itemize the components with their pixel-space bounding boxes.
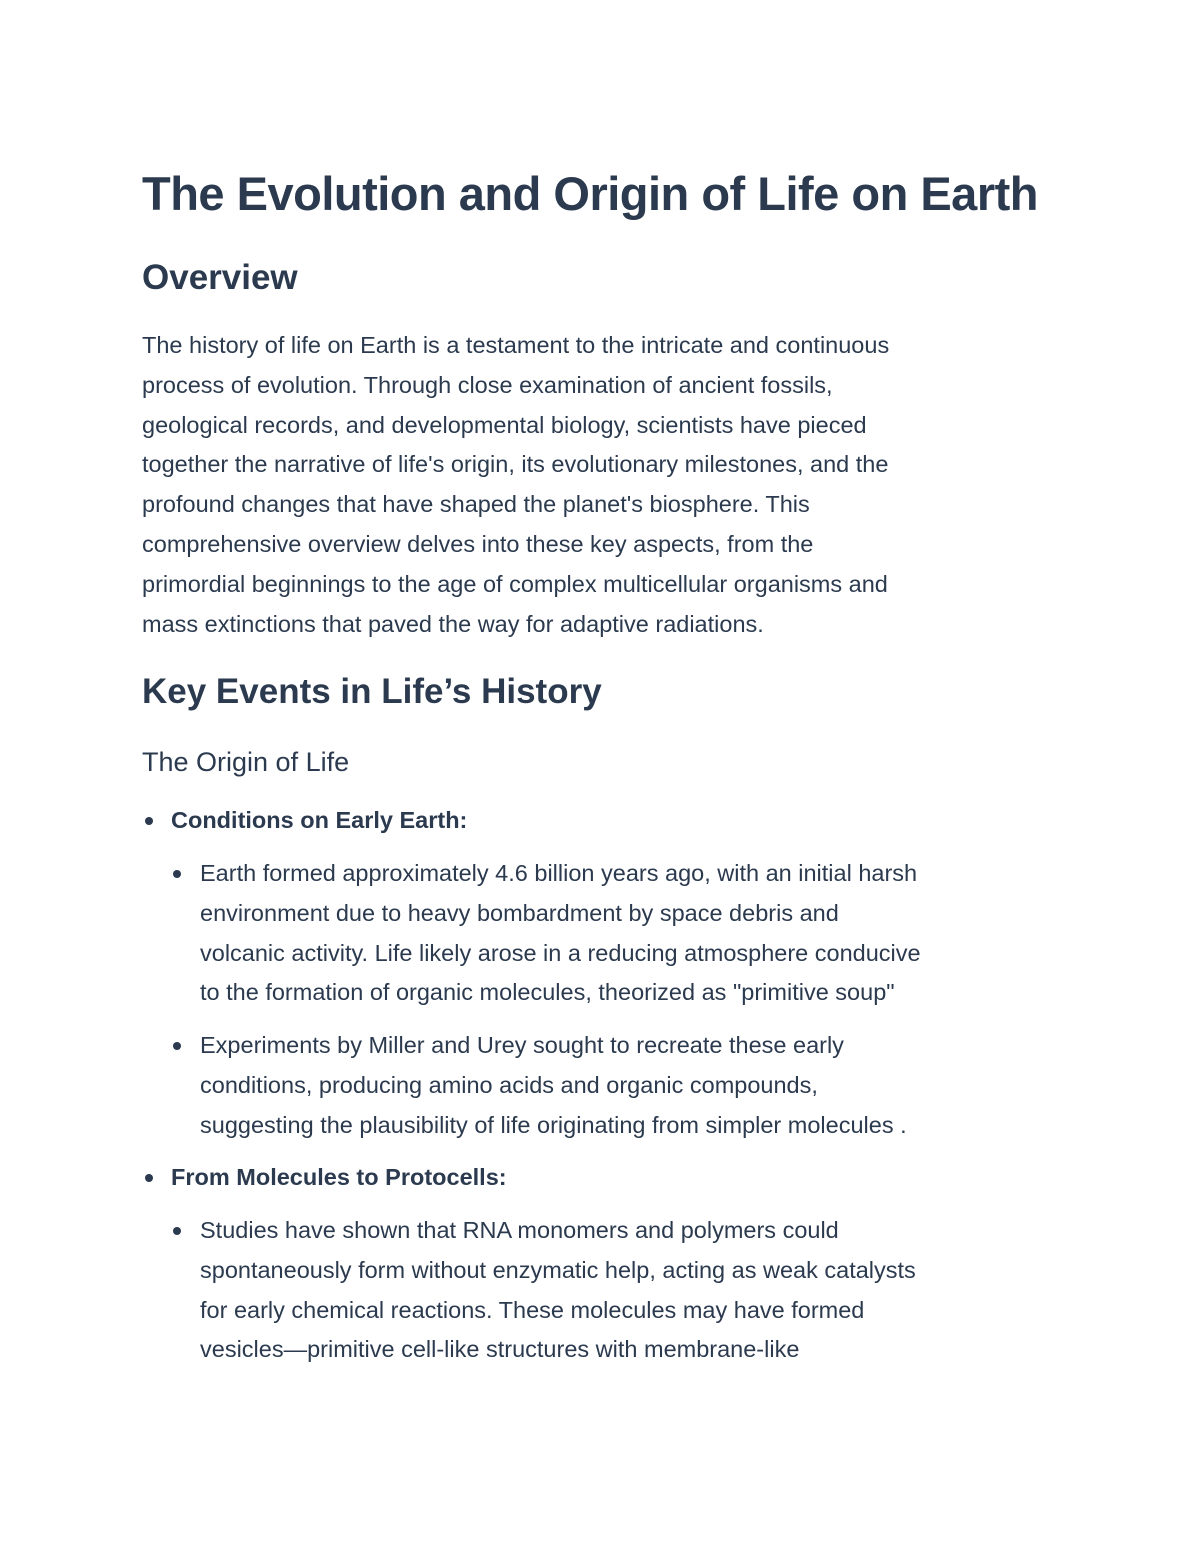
overview-line: process of evolution. Through close examination of ancient fossils, xyxy=(142,371,833,398)
sub-list-line: environment due to heavy bombardment by space debris and xyxy=(200,899,839,926)
sub-list-item xyxy=(200,1026,907,1145)
overview-line: primordial beginnings to the age of complex multicellular organisms and xyxy=(142,570,888,597)
sub-list-line: Earth formed approximately 4.6 billion years ago, with an initial harsh xyxy=(200,860,918,886)
sub-list-line: to the formation of organic molecules, theorized as "primitive soup" xyxy=(200,979,895,1006)
bullet-dot-icon xyxy=(173,1042,181,1050)
bullet-dot-icon xyxy=(145,817,153,825)
document-title: The Evolution and Origin of Life on Earth xyxy=(142,167,1038,220)
overview-line: together the narrative of life's origin, its evolutionary milestones, and the xyxy=(142,451,889,478)
sub-list-line: spontaneously form without enzymatic help, acting as weak catalysts xyxy=(200,1256,916,1283)
sub-list-line: volcanic activity. Life likely arose in a reducing atmosphere conducive xyxy=(200,939,921,966)
overview-heading: Overview xyxy=(142,258,298,297)
overview-line: comprehensive overview delves into these key aspects, from the xyxy=(142,530,814,557)
key-events-heading: Key Events in Life’s History xyxy=(142,672,602,711)
overview-line: profound changes that have shaped the planet's biosphere. This xyxy=(142,491,810,518)
sub-list-line: suggesting the plausibility of life originating from simpler molecules . xyxy=(200,1111,907,1138)
sub-list-item xyxy=(200,1211,916,1370)
list-item-label: Conditions on Early Earth: xyxy=(171,807,468,833)
overview-paragraph xyxy=(142,326,1047,644)
sub-list-line: Studies have shown that RNA monomers and polymers could xyxy=(200,1217,839,1243)
sub-list-line: Experiments by Miller and Urey sought to recreate these early xyxy=(200,1032,844,1058)
sub-list-line: for early chemical reactions. These molecules may have formed xyxy=(200,1296,865,1323)
overview-line: mass extinctions that paved the way for adaptive radiations. xyxy=(142,610,764,637)
sub-list-line: vesicles—primitive cell-like structures with membrane-like xyxy=(200,1336,800,1363)
overview-line: geological records, and developmental biology, scientists have pieced xyxy=(142,411,867,438)
bullet-dot-icon xyxy=(145,1174,153,1182)
bullet-dot-icon xyxy=(173,1227,181,1235)
list-item-label: From Molecules to Protocells: xyxy=(171,1164,507,1190)
bullet-dot-icon xyxy=(173,870,181,878)
sub-list-item xyxy=(200,854,921,1013)
overview-line: The history of life on Earth is a testament to the intricate and continuous xyxy=(142,332,890,358)
origin-subheading: The Origin of Life xyxy=(142,747,350,777)
sub-list-line: conditions, producing amino acids and organic compounds, xyxy=(200,1071,818,1098)
